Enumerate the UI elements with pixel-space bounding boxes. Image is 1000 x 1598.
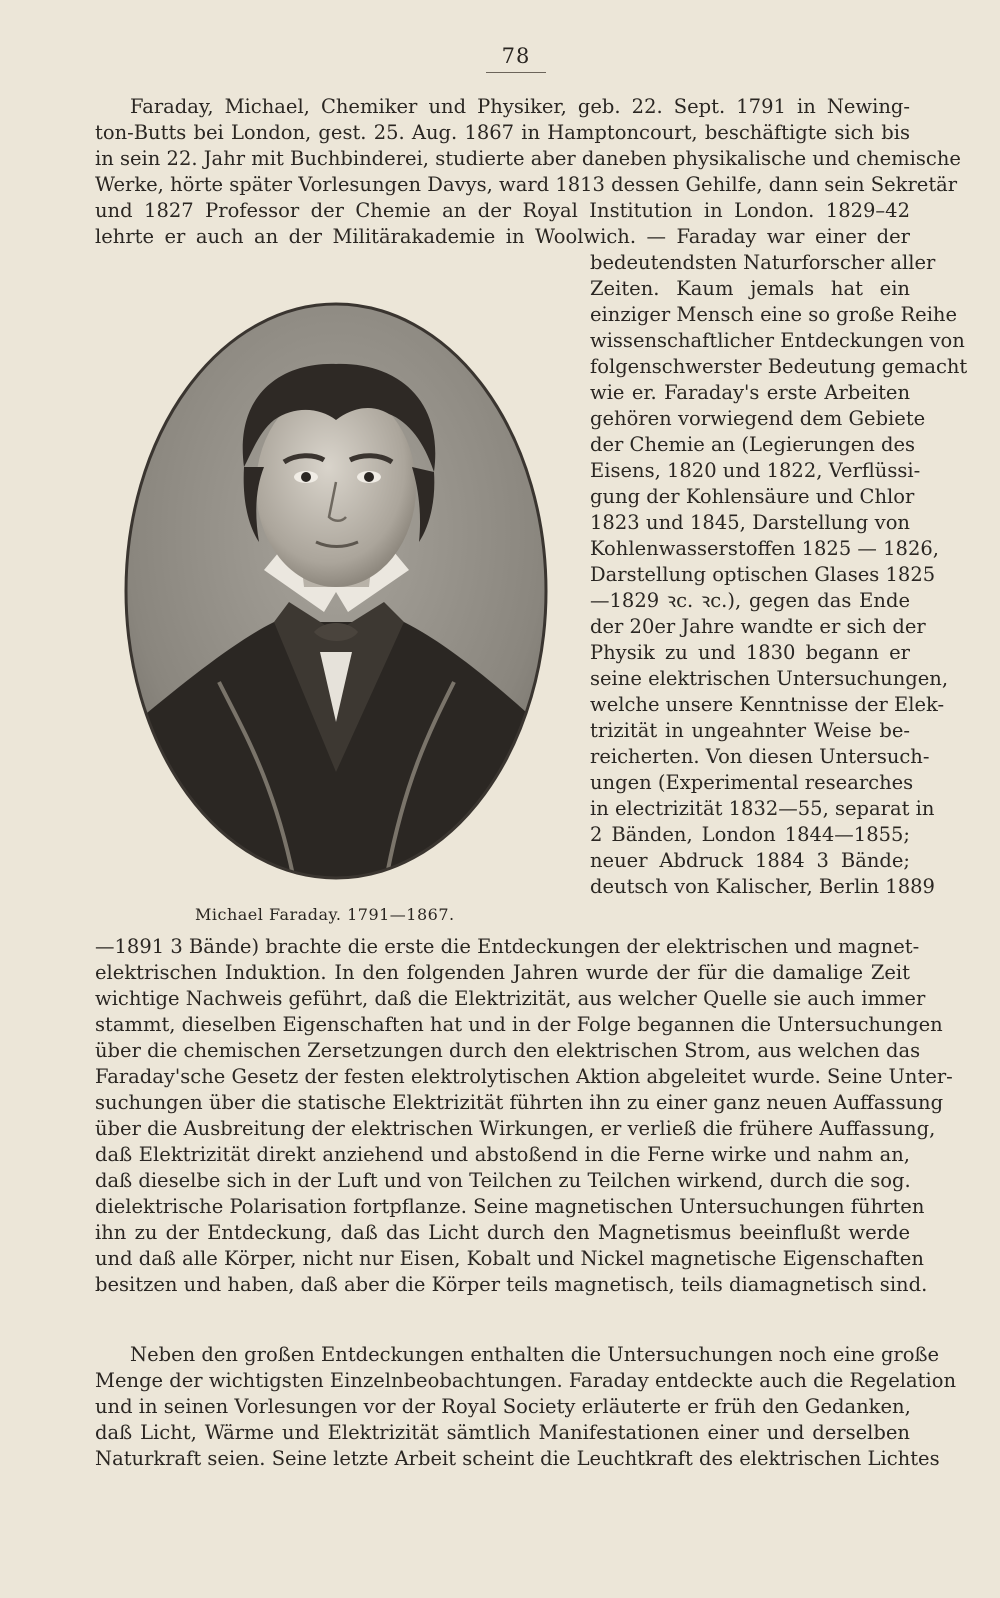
text-line: 2 Bänden, London 1844—1855; bbox=[590, 823, 910, 846]
text-line: welche unsere Kenntnisse der Elek- bbox=[590, 693, 945, 716]
text-line: in electrizität 1832—55, separat in bbox=[590, 797, 935, 820]
text-line: gung der Kohlensäure und Chlor bbox=[590, 485, 915, 508]
text-line: der Chemie an (Legierungen des bbox=[590, 433, 916, 456]
text-line: Werke, hörte später Vorlesungen Davys, ward 1813 dessen Gehilfe, dann sein Sekretär bbox=[95, 173, 958, 196]
text-line: —1829 ꝛc. ꝛc.), gegen das Ende bbox=[590, 589, 910, 612]
text-line: wissenschaftlicher Entdeckungen von bbox=[590, 329, 965, 352]
text-line: bedeutendsten Naturforscher aller bbox=[590, 251, 936, 274]
text-line: in sein 22. Jahr mit Buchbinderei, studierte aber daneben physikalische und chemische bbox=[95, 147, 961, 170]
text-line: suchungen über die statische Elektrizität führten ihn zu einer ganz neuen Auffassung bbox=[95, 1091, 944, 1114]
text-line: trizität in ungeahnter Weise be- bbox=[590, 719, 910, 742]
portrait-illustration bbox=[124, 302, 548, 880]
text-line: gehören vorwiegend dem Gebiete bbox=[590, 407, 926, 430]
text-line: der 20er Jahre wandte er sich der bbox=[590, 615, 926, 638]
text-line: Eisens, 1820 und 1822, Verflüssi- bbox=[590, 459, 921, 482]
portrait-caption: Michael Faraday. 1791—1867. bbox=[195, 905, 455, 924]
text-line: Naturkraft seien. Seine letzte Arbeit scheint die Leuchtkraft des elektrischen Lichtes bbox=[95, 1447, 940, 1470]
text-line: Physik zu und 1830 begann er bbox=[590, 641, 910, 664]
text-line: daß dieselbe sich in der Luft und von Teilchen zu Teilchen wirkend, durch die sog. bbox=[95, 1169, 911, 1192]
text-line: ihn zu der Entdeckung, daß das Licht durch den Magnetismus beeinflußt werde bbox=[95, 1221, 910, 1244]
text-line: —1891 3 Bände) brachte die erste die Entdeckungen der elektrischen und magnet- bbox=[95, 935, 920, 958]
text-line: stammt, dieselben Eigenschaften hat und in der Folge begannen die Untersuchungen bbox=[95, 1013, 943, 1036]
text-line: reicherten. Von diesen Untersuch- bbox=[590, 745, 930, 768]
text-line: über die Ausbreitung der elektrischen Wirkungen, er verließ die frühere Auffassung, bbox=[95, 1117, 936, 1140]
text-line: Neben den großen Entdeckungen enthalten die Untersuchungen noch eine große bbox=[130, 1343, 940, 1366]
text-line: und in seinen Vorlesungen vor der Royal Society erläuterte er früh den Gedanken, bbox=[95, 1395, 911, 1418]
text-line: wie er. Faraday's erste Arbeiten bbox=[590, 381, 910, 404]
text-line: Menge der wichtigsten Einzelnbeobachtungen. Faraday entdeckte auch die Regelation bbox=[95, 1369, 957, 1392]
text-line: elektrischen Induktion. In den folgenden Jahren wurde der für die damalige Zeit bbox=[95, 961, 910, 984]
text-line: und 1827 Professor der Chemie an der Royal Institution in London. 1829–42 bbox=[95, 199, 910, 222]
text-line: Darstellung optischen Glases 1825 bbox=[590, 563, 936, 586]
text-line: deutsch von Kalischer, Berlin 1889 bbox=[590, 875, 935, 898]
text-line: Faraday, Michael, Chemiker und Physiker, geb. 22. Sept. 1791 in Newing- bbox=[130, 95, 910, 118]
page-number: 78 bbox=[486, 44, 546, 73]
text-line: lehrte er auch an der Militärakademie in Woolwich. — Faraday war einer der bbox=[95, 225, 910, 248]
text-line: daß Elektrizität direkt anziehend und abstoßend in die Ferne wirke und nahm an, bbox=[95, 1143, 910, 1166]
text-line: einziger Mensch eine so große Reihe bbox=[590, 303, 958, 326]
text-line: dielektrische Polarisation fortpflanze. Seine magnetischen Untersuchungen führten bbox=[95, 1195, 925, 1218]
text-line: neuer Abdruck 1884 3 Bände; bbox=[590, 849, 910, 872]
text-line: 1823 und 1845, Darstellung von bbox=[590, 511, 910, 534]
text-line: wichtige Nachweis geführt, daß die Elektrizität, aus welcher Quelle sie auch immer bbox=[95, 987, 926, 1010]
text-line: daß Licht, Wärme und Elektrizität sämtlich Manifestationen einer und derselben bbox=[95, 1421, 910, 1444]
text-line: über die chemischen Zersetzungen durch den elektrischen Strom, aus welchen das bbox=[95, 1039, 921, 1062]
text-line: ton-Butts bei London, gest. 25. Aug. 1867 in Hamptoncourt, beschäftigte sich bis bbox=[95, 121, 910, 144]
text-line: folgenschwerster Bedeutung gemacht bbox=[590, 355, 968, 378]
text-line: Kohlenwasserstoffen 1825 — 1826, bbox=[590, 537, 939, 560]
text-line: ungen (Experimental researches bbox=[590, 771, 914, 794]
text-line: besitzen und haben, daß aber die Körper teils magnetisch, teils diamagnetisch sind. bbox=[95, 1273, 928, 1296]
text-line: seine elektrischen Untersuchungen, bbox=[590, 667, 949, 690]
text-line: Faraday'sche Gesetz der festen elektrolytischen Aktion abgeleitet wurde. Seine Unter- bbox=[95, 1065, 953, 1088]
text-line: und daß alle Körper, nicht nur Eisen, Kobalt und Nickel magnetische Eigenschaften bbox=[95, 1247, 924, 1270]
text-line: Zeiten. Kaum jemals hat ein bbox=[590, 277, 910, 300]
